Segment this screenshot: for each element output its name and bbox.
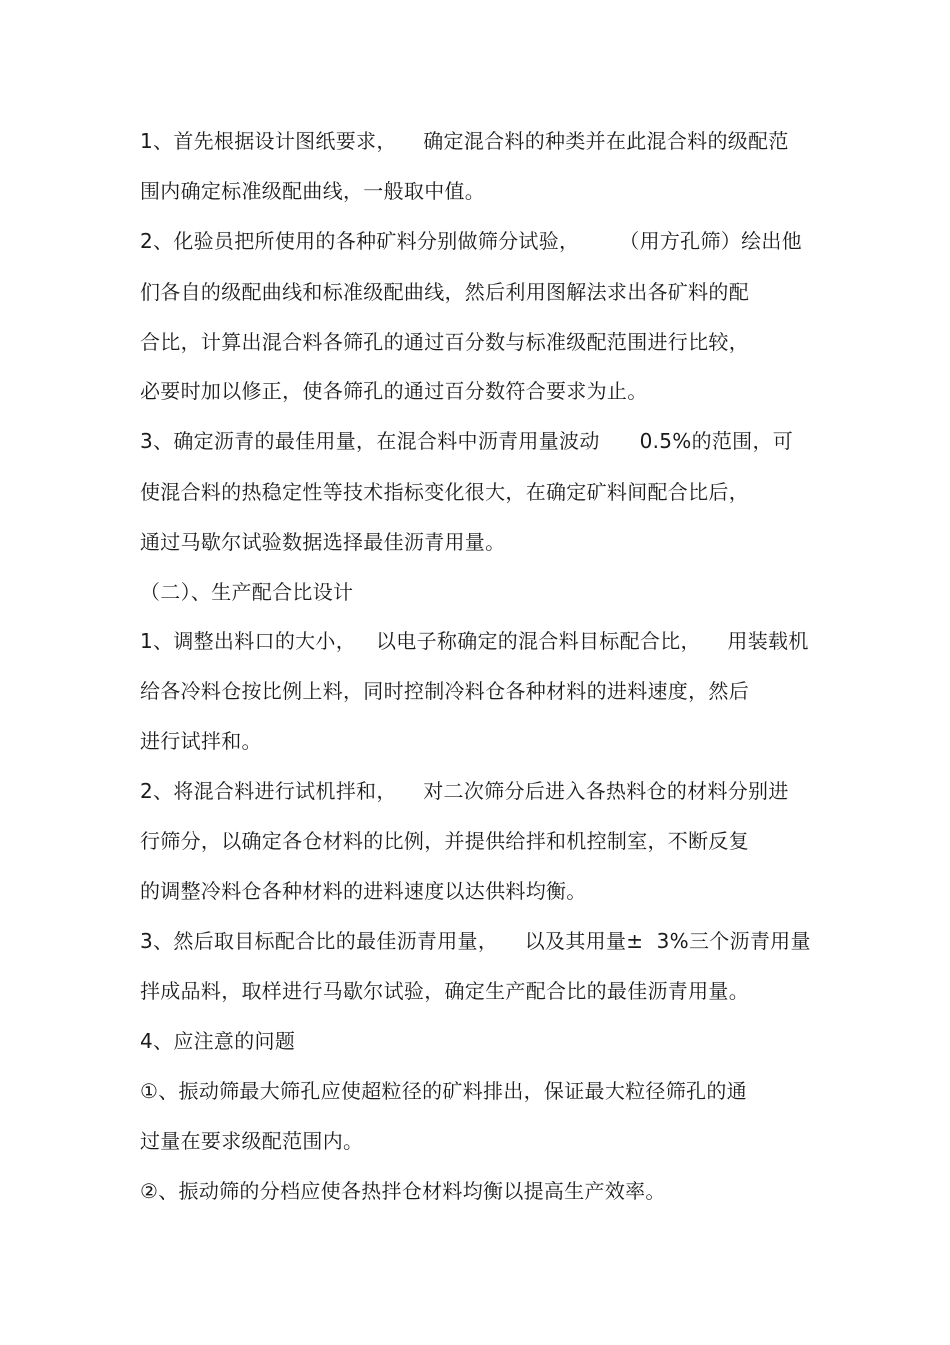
paragraph-line: 2、化验员把所使用的各种矿料分别做筛分试验， （用方孔筛）绘出他 [140, 229, 802, 253]
paragraph-line: 进行试拌和。 [140, 729, 262, 753]
paragraph-line: 们各自的级配曲线和标准级配曲线，然后利用图解法求出各矿料的配 [140, 280, 749, 304]
paragraph-line: 拌成品料，取样进行马歇尔试验，确定生产配合比的最佳沥青用量。 [140, 979, 749, 1003]
paragraph-line: ①、振动筛最大筛孔应使超粒径的矿料排出，保证最大粒径筛孔的通 [140, 1079, 747, 1103]
paragraph-line: 过量在要求级配范围内。 [140, 1129, 364, 1153]
paragraph-line: 2、将混合料进行试机拌和， 对二次筛分后进入各热料仓的材料分别进 [140, 779, 789, 803]
paragraph-line: 3、然后取目标配合比的最佳沥青用量， 以及其用量± 3%三个沥青用量 [140, 929, 811, 953]
paragraph-line: 的调整冷料仓各种材料的进料速度以达供料均衡。 [140, 879, 587, 903]
paragraph-line: ②、振动筛的分档应使各热拌仓材料均衡以提高生产效率。 [140, 1179, 666, 1203]
paragraph-line: 合比，计算出混合料各筛孔的通过百分数与标准级配范围进行比较， [140, 330, 749, 354]
paragraph-line: 围内确定标准级配曲线，一般取中值。 [140, 179, 486, 203]
paragraph-line: 3、确定沥青的最佳用量，在混合料中沥青用量波动 0.5%的范围，可 [140, 429, 794, 453]
paragraph-line: 通过马歇尔试验数据选择最佳沥青用量。 [140, 530, 506, 554]
paragraph-line: 必要时加以修正，使各筛孔的通过百分数符合要求为止。 [140, 379, 648, 403]
paragraph-line: 4、应注意的问题 [140, 1029, 296, 1053]
paragraph-line: 1、首先根据设计图纸要求， 确定混合料的种类并在此混合料的级配范 [140, 129, 789, 153]
section-heading: （二）、生产配合比设计 [140, 580, 354, 604]
paragraph-line: 给各冷料仓按比例上料，同时控制冷料仓各种材料的进料速度，然后 [140, 679, 749, 703]
paragraph-line: 行筛分，以确定各仓材料的比例，并提供给拌和机控制室，不断反复 [140, 829, 749, 853]
paragraph-line: 1、调整出料口的大小， 以电子称确定的混合料目标配合比， 用装载机 [140, 629, 809, 653]
paragraph-line: 使混合料的热稳定性等技术指标变化很大，在确定矿料间配合比后， [140, 480, 749, 504]
